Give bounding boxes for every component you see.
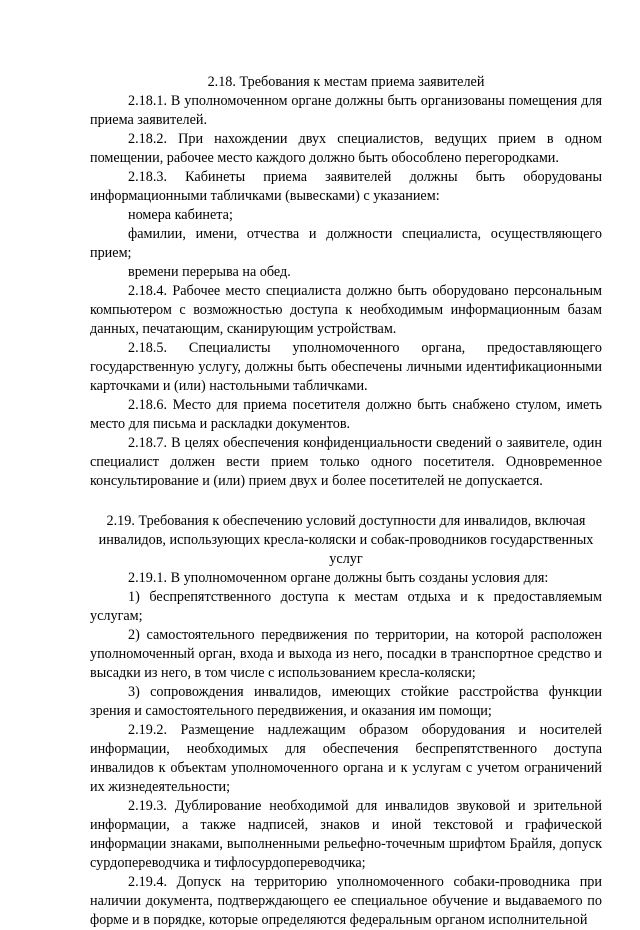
paragraph-2-18-4: 2.18.4. Рабочее место специалиста должно быть оборудовано персональным компьютером с возможностью доступа к необходимым информационным базам данных, печатающим, сканирующим устройствам. xyxy=(90,283,602,337)
list-item-2: 2) самостоятельного передвижения по территории, на которой расположен уполномоченный орган, входа и выхода из него, посадки в транспортное средство и высадки из него, в том числе с использованием кресла-коляски; xyxy=(90,627,602,681)
list-item-1: 1) беспрепятственного доступа к местам отдыха и к предоставляемым услугам; xyxy=(90,589,602,624)
section-2-18-title: 2.18. Требования к местам приема заявителей xyxy=(207,74,485,90)
paragraph-2-18-1: 2.18.1. В уполномоченном органе должны быть организованы помещения для приема заявителей. xyxy=(90,93,602,128)
section-2-19-title: 2.19. Требования к обеспечению условий доступности для инвалидов, включая инвалидов, использующих кресла-коляски и собак-проводников государственных услуг xyxy=(98,513,594,567)
paragraph-2-18-7: 2.18.7. В целях обеспечения конфиденциальности сведений о заявителе, один специалист должен вести прием только одного посетителя. Одновременное консультирование и (или) прием двух и более посетителей не допускается. xyxy=(90,435,602,489)
paragraph-2-18-6: 2.18.6. Место для приема посетителя должно быть снабжено стулом, иметь место для письма и раскладки документов. xyxy=(90,397,602,432)
paragraph-2-19-1: 2.19.1. В уполномоченном органе должны быть созданы условия для: xyxy=(128,570,549,586)
list-item-lunch-break: времени перерыва на обед. xyxy=(128,264,291,280)
paragraph-2-18-3: 2.18.3. Кабинеты приема заявителей должны быть оборудованы информационными табличками (вывесками) с указанием: xyxy=(90,169,602,204)
list-item-specialist-name: фамилии, имени, отчества и должности специалиста, осуществляющего прием; xyxy=(90,226,602,261)
paragraph-2-18-5: 2.18.5. Специалисты уполномоченного органа, предоставляющего государственную услугу, должны быть обеспечены личными идентификационными карточками и (или) настольными табличками. xyxy=(90,340,602,394)
paragraph-2-18-2: 2.18.2. При нахождении двух специалистов, ведущих прием в одном помещении, рабочее место каждого должно быть обособлено перегородками. xyxy=(90,131,602,166)
list-item-3: 3) сопровождения инвалидов, имеющих стойкие расстройства функции зрения и самостоятельного передвижения, и оказания им помощи; xyxy=(90,684,602,719)
list-item-room-number: номера кабинета; xyxy=(128,207,233,223)
paragraph-2-19-4: 2.19.4. Допуск на территорию уполномоченного собаки-проводника при наличии документа, подтверждающего ее специальное обучение и выдаваемого по форме и в порядке, которые определяются федеральным органом исполнительной xyxy=(90,874,602,928)
paragraph-2-19-2: 2.19.2. Размещение надлежащим образом оборудования и носителей информации, необходимых для обеспечения беспрепятственного доступа инвалидов к объектам уполномоченного органа и к услугам с учетом ограничений их жизнедеятельности; xyxy=(90,722,602,795)
paragraph-2-19-3: 2.19.3. Дублирование необходимой для инвалидов звуковой и зрительной информации, а также надписей, знаков и иной текстовой и графической информации знаками, выполненными рельефно-точечным шрифтом Брайля, допуск сурдопереводчика и тифлосурдопереводчика; xyxy=(90,798,602,871)
